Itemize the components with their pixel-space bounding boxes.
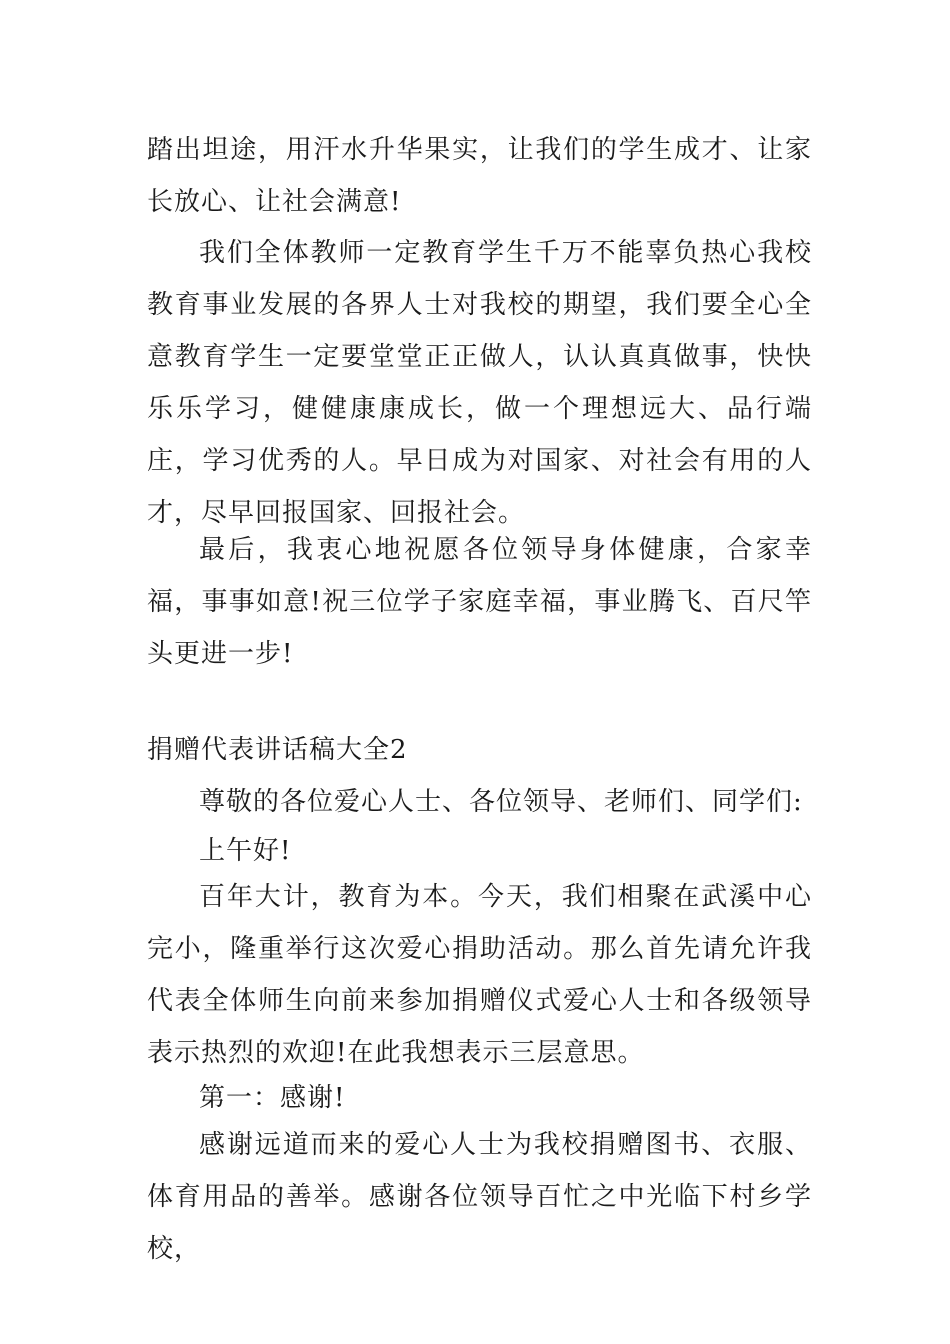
point-one-heading: 第一：感谢! bbox=[199, 1083, 346, 1113]
continuation-paragraph: 踏出坦途，用汗水升华果实，让我们的学生成才、让家长放心、让社会满意! bbox=[147, 135, 812, 217]
wishes-paragraph: 最后，我衷心地祝愿各位领导身体健康，合家幸福，事事如意!祝三位学子家庭幸福，事业腾飞、百尺竿头更进一步! bbox=[147, 535, 812, 669]
thanks-paragraph: 感谢远道而来的爱心人士为我校捐赠图书、衣服、体育用品的善举。感谢各位领导百忙之中光临下村乡学校， bbox=[147, 1130, 812, 1264]
section-title: 捐赠代表讲话稿大全2 bbox=[147, 735, 408, 765]
salutation: 尊敬的各位爱心人士、各位领导、老师们、同学们: bbox=[199, 787, 803, 817]
greeting: 上午好! bbox=[199, 836, 292, 866]
teachers-paragraph: 我们全体教师一定教育学生千万不能辜负热心我校教育事业发展的各界人士对我校的期望，我们要全心全意教育学生一定要堂堂正正做人，认认真真做事，快快乐乐学习，健健康康成长，做一个理想远大、品行端庄，学习优秀的人。早日成为对国家、对社会有用的人才，尽早回报国家、回报社会。 bbox=[147, 238, 812, 528]
intro-paragraph: 百年大计，教育为本。今天，我们相聚在武溪中心完小，隆重举行这次爱心捐助活动。那么首先请允许我代表全体师生向前来参加捐赠仪式爱心人士和各级领导表示热烈的欢迎!在此我想表示三层意思。 bbox=[147, 882, 812, 1068]
